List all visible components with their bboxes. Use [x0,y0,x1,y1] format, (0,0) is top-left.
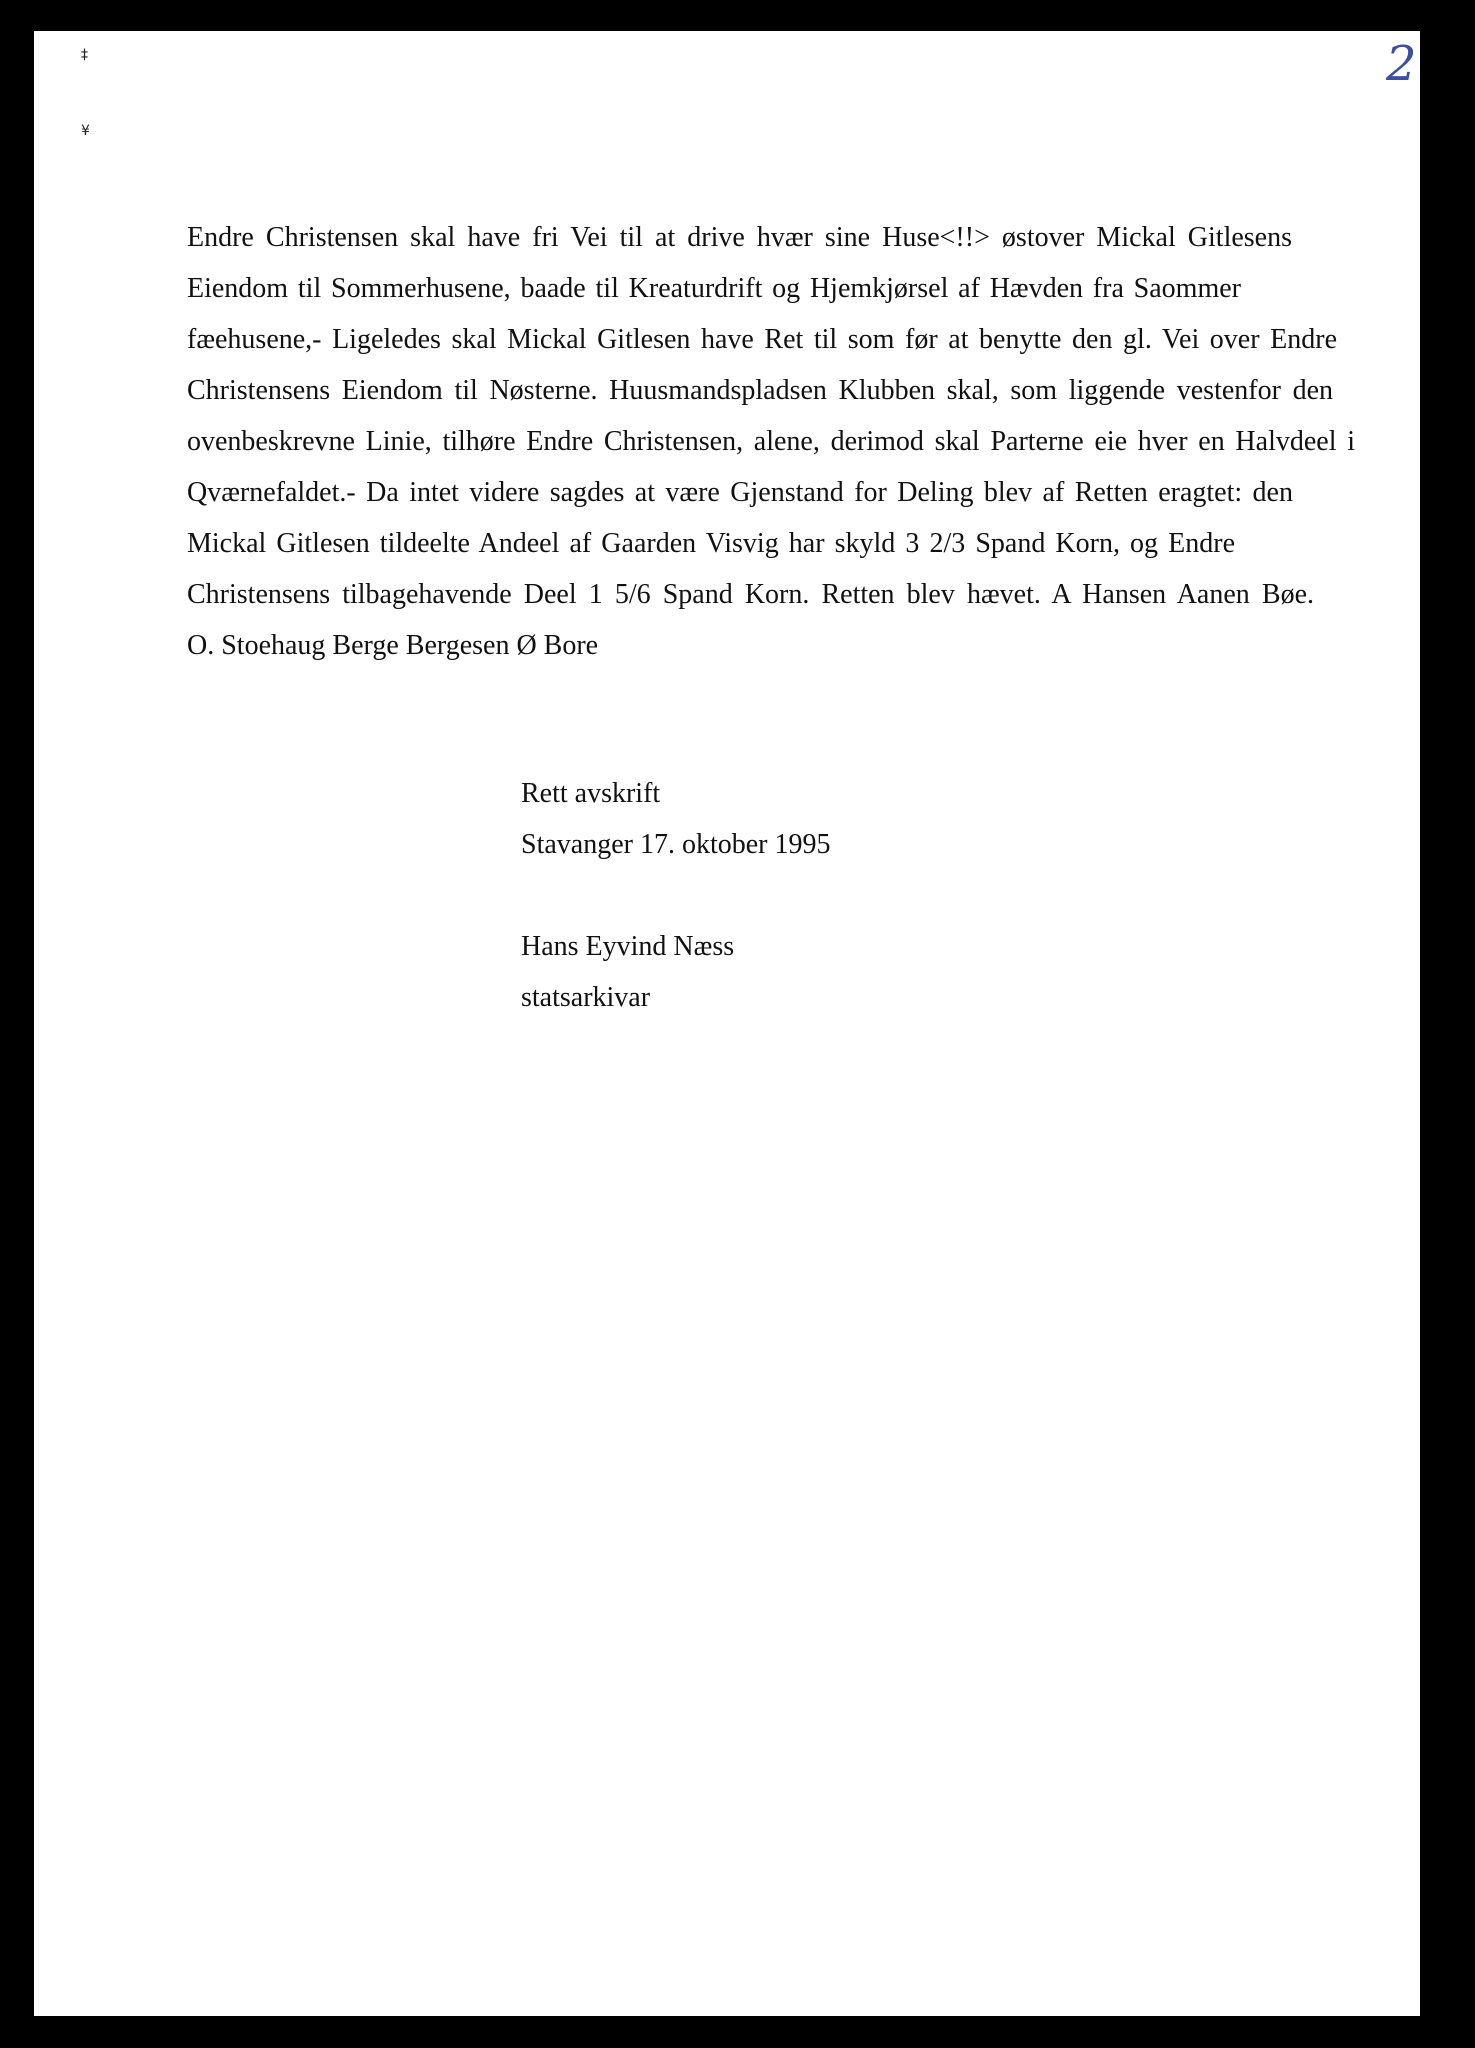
attestation-spacer [521,870,1021,921]
document-page [34,31,1420,2016]
body-line: fæehusene,- Ligeledes skal Mickal Gitlesen have Ret til som før at benytte den gl. Vei over Endre [187,324,1337,355]
body-line: ovenbeskrevne Linie, tilhøre Endre Christensen, alene, derimod skal Parterne eie hver en Halvdeel i [187,426,1355,457]
margin-mark-top: ‡ [81,47,88,63]
attestation-title: Rett avskrift [521,778,661,809]
transcription-body [187,212,1387,671]
attestation-block [521,768,1021,1023]
margin-mark-lower: ¥ [81,123,90,139]
body-line: Eiendom til Sommerhusene, baade til Kreaturdrift og Hjemkjørsel af Hævden fra Saommer [187,273,1241,304]
handwritten-page-number: 2 [1386,36,1417,92]
attestation-role: statsarkivar [521,982,651,1013]
attestation-place-date: Stavanger 17. oktober 1995 [521,829,831,860]
attestation-name: Hans Eyvind Næss [521,931,735,962]
body-line: Christensens Eiendom til Nøsterne. Huusmandspladsen Klubben skal, som liggende vestenfor den [187,375,1333,406]
body-line: Christensens tilbagehavende Deel 1 5/6 Spand Korn. Retten blev hævet. A Hansen Aanen Bøe. [187,579,1314,610]
body-line: Endre Christensen skal have fri Vei til at drive hvær sine Huse<!!> østover Mickal Gitlesens [187,222,1292,253]
body-line: Qværnefaldet.- Da intet videre sagdes at være Gjenstand for Deling blev af Retten eragtet: den [187,477,1293,508]
body-line: O. Stoehaug Berge Bergesen Ø Bore [187,630,599,661]
body-line: Mickal Gitlesen tildeelte Andeel af Gaarden Visvig har skyld 3 2/3 Spand Korn, og Endre [187,528,1235,559]
